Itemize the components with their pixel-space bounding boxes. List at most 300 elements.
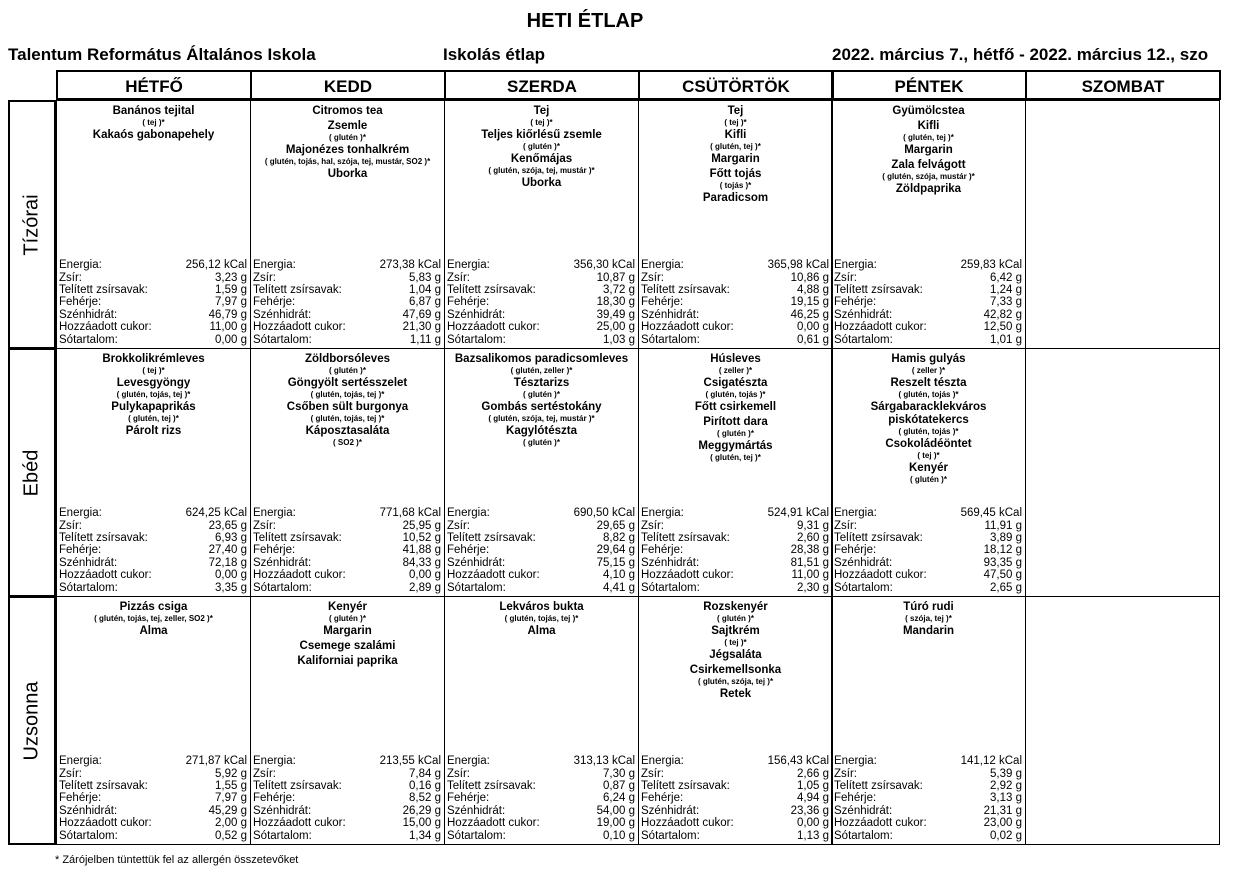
menu-cell xyxy=(56,100,251,349)
school-name: Talentum Református Általános Iskola xyxy=(8,45,316,64)
nutrition-row xyxy=(834,755,1022,767)
nutrition-table xyxy=(59,507,247,594)
nutrition-row xyxy=(834,321,1022,333)
nutrition-row xyxy=(253,296,441,308)
allergen-note: ( glutén )* xyxy=(717,429,754,438)
menu-cell xyxy=(250,596,445,845)
nutrient-value: 6,93 g xyxy=(215,531,247,544)
menu-item xyxy=(251,353,444,375)
meal-label-text: Ebéd xyxy=(20,449,43,496)
dish-name: Kaliforniai paprika xyxy=(297,655,398,667)
meal-row-label xyxy=(8,348,56,597)
dish-name: Pirított dara xyxy=(703,416,768,428)
dish-name: Uborka xyxy=(327,168,368,180)
nutrient-value: 365,98 kCal xyxy=(767,259,829,272)
dish-name: Csigatészta xyxy=(703,377,768,389)
menu-item xyxy=(445,625,638,638)
nutrition-row xyxy=(834,805,1022,817)
nutrient-value: 273,38 kCal xyxy=(379,259,441,272)
nutrient-value: 3,35 g xyxy=(215,581,247,594)
nutrient-value: 4,88 g xyxy=(797,283,829,296)
nutrition-row xyxy=(834,544,1022,556)
dish-name: Göngyölt sertésszelet xyxy=(287,377,408,389)
nutrient-label: Sótartalom: xyxy=(59,829,118,842)
nutrient-label: Telített zsírsavak: xyxy=(641,283,730,296)
dish-name: Retek xyxy=(719,688,752,700)
nutrient-value: 771,68 kCal xyxy=(379,507,441,520)
meal-row-label xyxy=(8,596,56,845)
dish-name: Csemege szalámi xyxy=(299,640,396,652)
nutrient-value: 7,84 g xyxy=(409,767,441,780)
menu-item xyxy=(639,353,832,375)
nutrient-value: 1,03 g xyxy=(603,333,635,346)
menu-item xyxy=(639,192,832,205)
nutrient-value: 0,87 g xyxy=(603,779,635,792)
nutrient-label: Telített zsírsavak: xyxy=(834,531,923,544)
nutrition-row xyxy=(641,830,829,842)
nutrient-value: 75,15 g xyxy=(596,556,635,569)
nutrient-value: 0,00 g xyxy=(215,333,247,346)
nutrient-value: 4,94 g xyxy=(797,792,829,805)
nutrient-value: 3,89 g xyxy=(990,531,1022,544)
dish-name: Kenőmájas xyxy=(510,153,573,165)
allergen-note: ( glutén, tojás, tej )* xyxy=(310,390,385,399)
dish-name: Túró rudi xyxy=(903,601,954,613)
nutrition-row xyxy=(641,582,829,594)
nutrient-label: Sótartalom: xyxy=(253,581,312,594)
allergen-note: ( glutén, tojás )* xyxy=(898,390,959,399)
nutrient-label: Zsír: xyxy=(641,271,664,284)
plan-type: Iskolás étlap xyxy=(443,45,546,64)
allergen-note: ( tojás )* xyxy=(719,181,752,190)
nutrition-row xyxy=(641,296,829,308)
nutrition-row xyxy=(59,259,247,271)
menu-item xyxy=(832,377,1025,399)
allergen-note: ( glutén, zeller )* xyxy=(510,366,573,375)
nutrition-row xyxy=(834,532,1022,544)
dish-name: Citromos tea xyxy=(312,105,383,117)
allergen-note: ( tej )* xyxy=(724,638,747,647)
nutrient-label: Telített zsírsavak: xyxy=(59,779,148,792)
nutrition-row xyxy=(253,569,441,581)
nutrient-value: 569,45 kCal xyxy=(960,507,1022,520)
menu-item xyxy=(639,129,832,151)
nutrient-value: 313,13 kCal xyxy=(573,755,635,768)
menu-items xyxy=(57,353,250,438)
nutrient-label: Zsír: xyxy=(641,767,664,780)
nutrition-row xyxy=(253,830,441,842)
nutrient-label: Zsír: xyxy=(447,271,470,284)
dish-name: Rozskenyér xyxy=(703,601,768,613)
nutrition-row xyxy=(834,768,1022,780)
dish-name: Levesgyöngy xyxy=(116,377,191,389)
dish-name: Csőben sült burgonya xyxy=(286,401,409,413)
nutrition-row xyxy=(447,557,635,569)
nutrient-value: 1,34 g xyxy=(409,829,441,842)
nutrient-label: Hozzáadott cukor: xyxy=(834,321,927,334)
menu-items xyxy=(445,353,638,447)
nutrient-label: Hozzáadott cukor: xyxy=(641,817,734,830)
nutrition-row xyxy=(447,582,635,594)
nutrient-label: Telített zsírsavak: xyxy=(59,283,148,296)
menu-item xyxy=(57,377,250,399)
nutrient-label: Energia: xyxy=(641,507,684,520)
nutrient-label: Szénhidrát: xyxy=(834,308,893,321)
allergen-note: ( glutén )* xyxy=(523,438,560,447)
nutrient-value: 624,25 kCal xyxy=(185,507,247,520)
nutrition-table xyxy=(253,507,441,594)
menu-items xyxy=(251,601,444,668)
nutrition-row xyxy=(253,321,441,333)
nutrient-label: Szénhidrát: xyxy=(59,556,118,569)
allergen-note: ( glutén, tojás, tej )* xyxy=(310,414,385,423)
nutrient-label: Zsír: xyxy=(59,767,82,780)
menu-item xyxy=(639,416,832,438)
nutrition-row xyxy=(447,544,635,556)
nutrient-label: Hozzáadott cukor: xyxy=(834,569,927,582)
menu-items xyxy=(251,353,444,447)
nutrient-value: 1,13 g xyxy=(797,829,829,842)
allergen-note: ( tej )* xyxy=(530,118,553,127)
nutrient-label: Zsír: xyxy=(253,767,276,780)
nutrient-label: Fehérje: xyxy=(641,544,684,557)
nutrition-row xyxy=(641,755,829,767)
nutrient-label: Fehérje: xyxy=(641,296,684,309)
dish-name: Zsemle xyxy=(327,120,368,132)
allergen-note: ( SO2 )* xyxy=(333,438,362,447)
dish-name: Sárgabaracklekváros piskótatekercs xyxy=(870,401,987,426)
menu-item xyxy=(639,168,832,190)
nutrition-row xyxy=(447,792,635,804)
dish-name: Főtt csirkemell xyxy=(694,401,777,413)
menu-cell xyxy=(250,100,445,349)
day-header: CSÜTÖRTÖK xyxy=(638,70,834,100)
allergen-note: ( tej )* xyxy=(917,451,940,460)
nutrient-value: 6,87 g xyxy=(409,296,441,309)
nutrient-value: 2,66 g xyxy=(797,767,829,780)
allergen-note: ( zeller )* xyxy=(911,366,946,375)
nutrient-value: 0,00 g xyxy=(797,321,829,334)
menu-item xyxy=(832,144,1025,157)
nutrition-row xyxy=(447,296,635,308)
allergen-footnote: * Zárójelben tüntettük fel az allergén összetevőket xyxy=(55,854,299,866)
nutrient-value: 23,00 g xyxy=(983,817,1022,830)
dish-name: Kenyér xyxy=(328,601,367,613)
nutrient-label: Hozzáadott cukor: xyxy=(447,817,540,830)
nutrition-row xyxy=(641,805,829,817)
nutrient-value: 18,30 g xyxy=(596,296,635,309)
nutrition-row xyxy=(641,334,829,346)
nutrient-label: Energia: xyxy=(253,507,296,520)
menu-cell xyxy=(831,596,1026,845)
nutrient-value: 21,31 g xyxy=(983,804,1022,817)
allergen-note: ( glutén, tojás )* xyxy=(898,427,959,436)
nutrient-label: Szénhidrát: xyxy=(59,308,118,321)
nutrition-row xyxy=(447,830,635,842)
nutrient-label: Sótartalom: xyxy=(641,333,700,346)
dish-name: Reszelt tészta xyxy=(890,377,967,389)
nutrient-label: Szénhidrát: xyxy=(641,804,700,817)
menu-item xyxy=(639,625,832,647)
nutrition-row xyxy=(834,507,1022,519)
menu-item xyxy=(445,425,638,447)
nutrition-row xyxy=(834,272,1022,284)
nutrition-row xyxy=(641,309,829,321)
nutrient-value: 11,00 g xyxy=(209,321,247,334)
menu-cell xyxy=(638,596,833,845)
menu-cell xyxy=(638,348,833,597)
menu-item xyxy=(832,159,1025,181)
menu-items xyxy=(251,105,444,181)
nutrient-label: Fehérje: xyxy=(834,544,877,557)
menu-item xyxy=(251,144,444,166)
nutrition-row xyxy=(641,520,829,532)
menu-item xyxy=(251,640,444,653)
nutrition-row xyxy=(447,755,635,767)
nutrient-label: Szénhidrát: xyxy=(253,556,312,569)
dish-name: Pizzás csiga xyxy=(119,601,188,613)
menu-items xyxy=(639,601,832,701)
nutrition-row xyxy=(253,792,441,804)
day-header: HÉTFŐ xyxy=(56,70,252,100)
nutrient-label: Hozzáadott cukor: xyxy=(59,817,152,830)
menu-item xyxy=(832,105,1025,118)
nutrient-label: Energia: xyxy=(59,259,102,272)
dish-name: Pulykapaprikás xyxy=(111,401,196,413)
allergen-note: ( glutén, tej )* xyxy=(903,133,954,142)
dish-name: Margarin xyxy=(323,625,372,637)
nutrient-value: 10,86 g xyxy=(790,271,829,284)
menu-item xyxy=(251,425,444,447)
nutrition-row xyxy=(253,780,441,792)
allergen-note: ( glutén, tej )* xyxy=(710,142,761,151)
menu-item xyxy=(445,153,638,175)
nutrition-table xyxy=(447,507,635,594)
meal-row-label xyxy=(8,100,56,349)
nutrient-value: 46,79 g xyxy=(208,308,247,321)
nutrient-value: 0,00 g xyxy=(797,817,829,830)
nutrient-label: Telített zsírsavak: xyxy=(641,779,730,792)
dish-name: Húsleves xyxy=(710,353,761,365)
nutrient-value: 7,97 g xyxy=(215,792,247,805)
nutrient-value: 25,95 g xyxy=(402,519,441,532)
allergen-note: ( glutén, szója, tej, mustár )* xyxy=(488,414,595,423)
nutrient-value: 6,42 g xyxy=(990,271,1022,284)
dish-name: Brokkolikrémleves xyxy=(102,353,205,365)
nutrition-row xyxy=(253,520,441,532)
menu-items xyxy=(57,601,250,638)
nutrition-row xyxy=(834,259,1022,271)
nutrient-label: Sótartalom: xyxy=(641,829,700,842)
nutrient-value: 15,00 g xyxy=(402,817,441,830)
menu-cell xyxy=(831,100,1026,349)
nutrition-row xyxy=(253,272,441,284)
nutrient-value: 25,00 g xyxy=(596,321,635,334)
dish-name: Csokoládéöntet xyxy=(885,438,972,450)
nutrient-value: 11,00 g xyxy=(791,569,829,582)
dish-name: Gyümölcstea xyxy=(892,105,965,117)
nutrient-label: Szénhidrát: xyxy=(447,308,506,321)
nutrient-label: Zsír: xyxy=(834,519,857,532)
nutrient-label: Hozzáadott cukor: xyxy=(59,321,152,334)
nutrient-label: Szénhidrát: xyxy=(641,308,700,321)
nutrient-label: Szénhidrát: xyxy=(834,804,893,817)
menu-item xyxy=(639,601,832,623)
nutrient-label: Energia: xyxy=(447,507,490,520)
nutrient-value: 21,30 g xyxy=(402,321,441,334)
dish-name: Csirkemellsonka xyxy=(689,664,782,676)
nutrition-row xyxy=(253,755,441,767)
nutrient-label: Fehérje: xyxy=(59,296,102,309)
nutrition-row xyxy=(834,309,1022,321)
page-title: HETI ÉTLAP xyxy=(526,10,644,32)
nutrient-label: Telített zsírsavak: xyxy=(834,779,923,792)
dish-name: Hamis gulyás xyxy=(891,353,966,365)
dish-name: Margarin xyxy=(711,153,760,165)
nutrient-value: 19,15 g xyxy=(790,296,829,309)
nutrient-label: Energia: xyxy=(447,755,490,768)
nutrition-row xyxy=(253,532,441,544)
nutrition-row xyxy=(834,284,1022,296)
nutrition-row xyxy=(834,569,1022,581)
nutrition-row xyxy=(253,805,441,817)
nutrition-table xyxy=(253,755,441,842)
menu-item xyxy=(639,377,832,399)
nutrition-table xyxy=(834,259,1022,346)
nutrient-value: 2,89 g xyxy=(409,581,441,594)
menu-item xyxy=(57,625,250,638)
allergen-note: ( glutén )* xyxy=(523,390,560,399)
allergen-note: ( glutén, tojás, tej )* xyxy=(504,614,579,623)
menu-item xyxy=(251,625,444,638)
nutrition-row xyxy=(641,817,829,829)
nutrition-row xyxy=(447,768,635,780)
nutrient-label: Zsír: xyxy=(59,519,82,532)
nutrient-value: 29,65 g xyxy=(596,519,635,532)
nutrient-value: 2,60 g xyxy=(797,531,829,544)
nutrient-label: Energia: xyxy=(834,507,877,520)
nutrient-label: Zsír: xyxy=(447,767,470,780)
nutrient-label: Sótartalom: xyxy=(253,829,312,842)
nutrient-label: Szénhidrát: xyxy=(253,308,312,321)
nutrient-label: Fehérje: xyxy=(447,296,490,309)
nutrient-label: Sótartalom: xyxy=(447,829,506,842)
nutrient-value: 18,12 g xyxy=(983,544,1022,557)
menu-item xyxy=(639,153,832,166)
nutrient-label: Energia: xyxy=(834,755,877,768)
nutrient-value: 12,50 g xyxy=(983,321,1022,334)
menu-cell xyxy=(1025,348,1220,597)
menu-item xyxy=(445,353,638,375)
dish-name: Majonézes tonhalkrém xyxy=(285,144,410,156)
menu-cell xyxy=(1025,100,1220,349)
menu-item xyxy=(57,601,250,623)
nutrient-value: 72,18 g xyxy=(208,556,247,569)
nutrient-value: 4,10 g xyxy=(603,569,635,582)
menu-item xyxy=(445,129,638,151)
menu-item xyxy=(445,601,638,623)
nutrition-table xyxy=(641,755,829,842)
menu-item xyxy=(639,105,832,127)
nutrition-row xyxy=(59,817,247,829)
nutrient-value: 1,59 g xyxy=(215,283,247,296)
nutrient-value: 45,29 g xyxy=(208,804,247,817)
allergen-note: ( glutén )* xyxy=(523,142,560,151)
nutrient-value: 1,01 g xyxy=(990,333,1022,346)
nutrient-value: 0,61 g xyxy=(797,333,829,346)
nutrient-value: 259,83 kCal xyxy=(960,259,1022,272)
nutrient-label: Fehérje: xyxy=(59,544,102,557)
nutrition-table xyxy=(447,259,635,346)
dish-name: Lekváros bukta xyxy=(499,601,584,613)
nutrition-row xyxy=(447,805,635,817)
nutrition-row xyxy=(59,768,247,780)
nutrient-label: Fehérje: xyxy=(834,296,877,309)
nutrient-label: Szénhidrát: xyxy=(447,556,506,569)
menu-item xyxy=(832,601,1025,623)
nutrition-row xyxy=(834,557,1022,569)
nutrient-label: Fehérje: xyxy=(253,792,296,805)
nutrition-row xyxy=(253,544,441,556)
allergen-note: ( glutén )* xyxy=(910,475,947,484)
nutrient-value: 690,50 kCal xyxy=(573,507,635,520)
day-header: SZOMBAT xyxy=(1025,70,1221,100)
nutrient-value: 0,02 g xyxy=(990,829,1022,842)
dish-name: Banános tejital xyxy=(112,105,195,117)
nutrition-row xyxy=(59,272,247,284)
menu-item xyxy=(639,664,832,686)
dish-name: Uborka xyxy=(521,177,562,189)
menu-item xyxy=(639,440,832,462)
menu-item xyxy=(832,401,1025,436)
nutrient-value: 7,33 g xyxy=(990,296,1022,309)
nutrient-label: Hozzáadott cukor: xyxy=(641,321,734,334)
menu-items xyxy=(639,105,832,205)
nutrition-row xyxy=(834,296,1022,308)
allergen-note: ( glutén, tojás, tej, zeller, SO2 )* xyxy=(94,614,213,623)
nutrition-row xyxy=(59,557,247,569)
nutrient-value: 8,52 g xyxy=(409,792,441,805)
menu-item xyxy=(251,655,444,668)
nutrition-row xyxy=(253,309,441,321)
nutrition-table xyxy=(834,755,1022,842)
nutrient-value: 41,88 g xyxy=(402,544,441,557)
nutrient-label: Sótartalom: xyxy=(59,581,118,594)
nutrient-label: Sótartalom: xyxy=(447,333,506,346)
menu-cell xyxy=(638,100,833,349)
nutrition-row xyxy=(447,507,635,519)
nutrition-row xyxy=(59,321,247,333)
dish-name: Margarin xyxy=(904,144,953,156)
nutrition-row xyxy=(253,768,441,780)
nutrient-label: Energia: xyxy=(253,259,296,272)
nutrition-row xyxy=(641,284,829,296)
nutrition-row xyxy=(253,284,441,296)
nutrient-value: 3,13 g xyxy=(990,792,1022,805)
day-header: PÉNTEK xyxy=(831,70,1027,100)
dish-name: Tej xyxy=(533,105,550,117)
nutrition-row xyxy=(641,507,829,519)
nutrient-value: 1,05 g xyxy=(797,779,829,792)
nutrition-row xyxy=(641,272,829,284)
allergen-note: ( glutén )* xyxy=(329,366,366,375)
nutrition-row xyxy=(59,544,247,556)
nutrient-label: Szénhidrát: xyxy=(834,556,893,569)
nutrient-label: Telített zsírsavak: xyxy=(253,283,342,296)
nutrition-row xyxy=(253,557,441,569)
allergen-note: ( tej )* xyxy=(142,118,165,127)
nutrient-label: Energia: xyxy=(641,259,684,272)
